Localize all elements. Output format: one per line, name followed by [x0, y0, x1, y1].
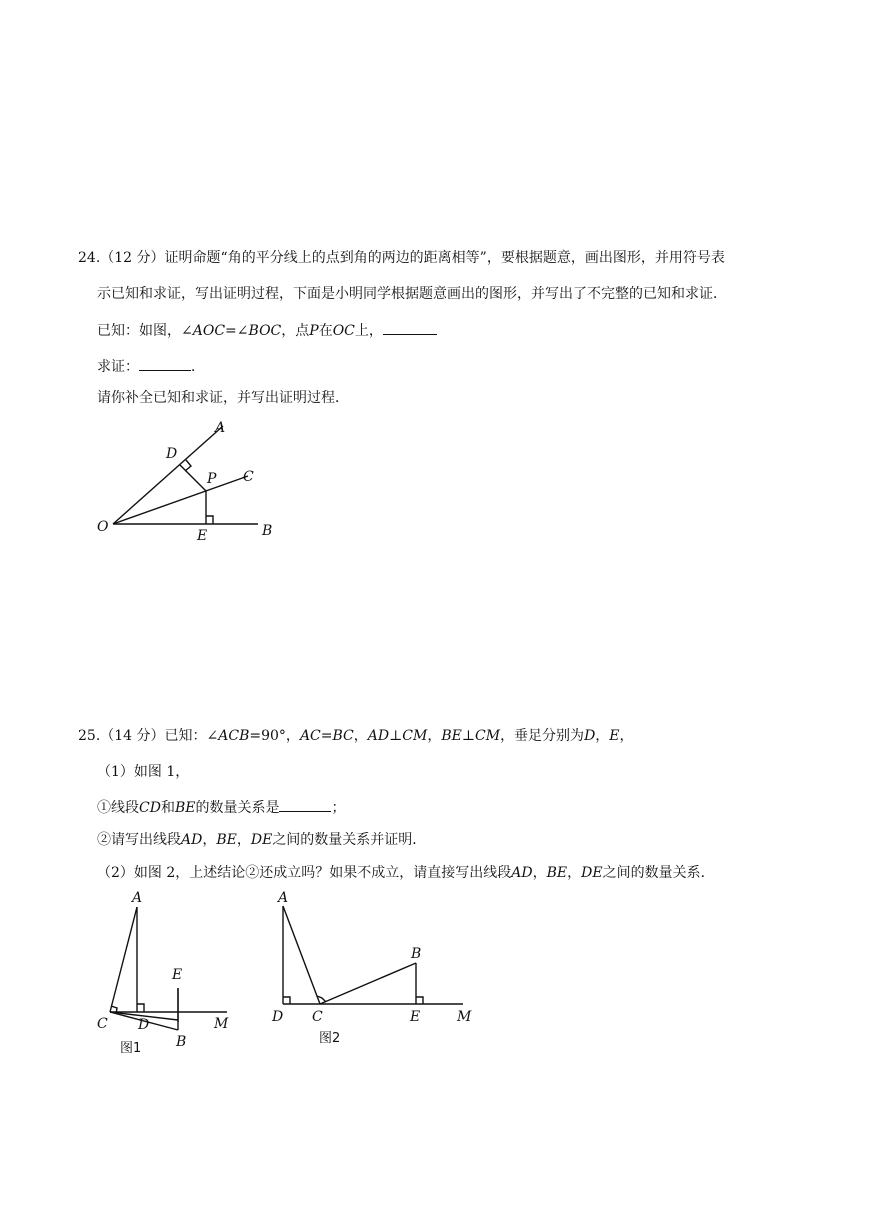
label-o: O: [97, 519, 109, 535]
fig2-label-c: C: [312, 1009, 323, 1025]
right-angle-mark-d2: [283, 997, 290, 1004]
label-a: A: [215, 420, 226, 436]
fig1-label-m: M: [214, 1016, 229, 1032]
q24-given: 已知：如图，∠AOC=∠BOC，点P在OC上，: [97, 320, 437, 341]
label-p: P: [207, 471, 217, 487]
q25-part1: （1）如图 1，: [97, 764, 190, 780]
q25-given: 25.（14 分）已知：∠ACB=90°，AC=BC，AD⊥CM，BE⊥CM，垂足分别为D，E，: [78, 728, 634, 744]
fig1-caption: 图1: [120, 1041, 142, 1056]
label-e: E: [197, 528, 208, 544]
q24-number: 24.: [78, 250, 101, 266]
q24-prove: 求证： ．: [97, 356, 205, 377]
q24-score: （12 分）: [100, 250, 165, 266]
q25-sub1: ①线段CD和BE的数量关系是 ；: [97, 797, 345, 818]
fig1-label-d: D: [138, 1017, 150, 1033]
label-b: B: [262, 523, 273, 539]
segment-ac2: [283, 906, 320, 1004]
fig2-label-a: A: [278, 890, 289, 906]
segment-cb2: [320, 963, 416, 1004]
fig2-label-b: B: [411, 946, 422, 962]
q25-part2: （2）如图 2，上述结论②还成立吗？如果不成立，请直接写出线段AD，BE，DE之间的数量关系．: [97, 865, 715, 881]
q24-instruction: 请你补全已知和求证，并写出证明过程．: [97, 390, 349, 406]
label-c: C: [243, 469, 254, 485]
q25-sub2: ②请写出线段AD，BE，DE之间的数量关系并证明．: [97, 832, 427, 848]
q24-stem-2: 示已知和求证，写出证明过程，下面是小明同学根据题意画出的图形，并写出了不完整的已知和求证．: [97, 286, 727, 302]
fig1-label-c: C: [97, 1016, 108, 1032]
fig2-caption: 图2: [319, 1031, 341, 1046]
fig1-label-b: B: [176, 1034, 187, 1050]
fig1-label-a: A: [132, 890, 143, 906]
label-d: D: [166, 446, 178, 462]
fig2-label-d: D: [272, 1009, 284, 1025]
fig2-label-e: E: [410, 1009, 421, 1025]
right-angle-mark-e2: [416, 997, 423, 1004]
fig1-label-e: E: [172, 967, 183, 983]
fig2-label-m: M: [457, 1009, 472, 1025]
q24-stem-1: 证明命题“角的平分线上的点到角的两边的距离相等”，要根据题意，画出图形，并用符号表: [164, 250, 725, 266]
